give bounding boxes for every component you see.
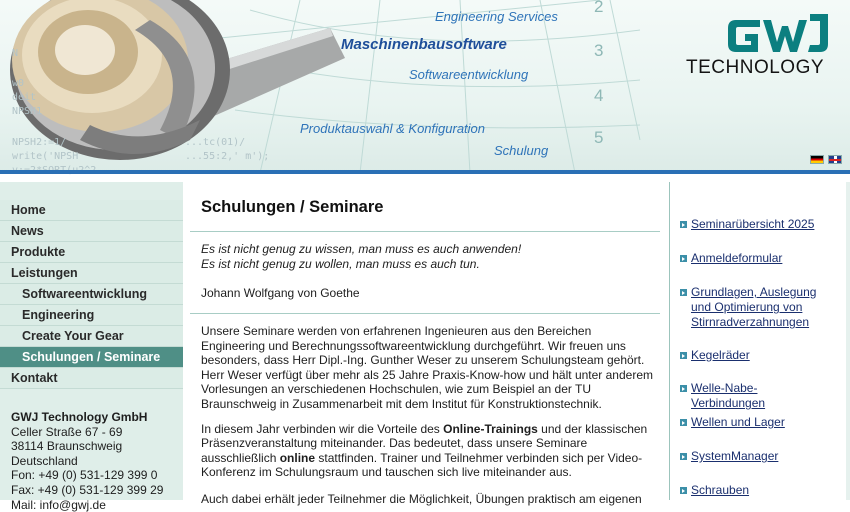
quote-author: Johann Wolfgang von Goethe: [201, 286, 360, 300]
page-title: Schulungen / Seminare: [201, 198, 384, 216]
arrow-right-icon: [680, 352, 687, 359]
seminar-link-registration[interactable]: Anmeldeformular: [680, 251, 830, 266]
code-line: ...tc(01)/: [185, 137, 246, 148]
nav-item-produkte[interactable]: Produkte: [0, 242, 183, 263]
arrow-right-icon: [680, 221, 687, 228]
company-name: GWJ Technology GmbH: [11, 410, 148, 424]
gwj-logo-mark-text: GWJ: [726, 14, 729, 15]
divider: [190, 313, 660, 314]
arrow-right-icon: [680, 385, 687, 392]
seminar-link-wellen-lager[interactable]: Wellen und Lager: [680, 415, 830, 430]
nav-item-create-your-gear[interactable]: Create Your Gear: [0, 326, 183, 347]
grid-number: 3: [594, 41, 604, 60]
grid-number: 5: [594, 128, 604, 147]
right-divider: [669, 182, 670, 500]
code-line: deit: [12, 92, 37, 103]
nav-item-leistungen[interactable]: Leistungen: [0, 263, 183, 284]
code-line: w0: [12, 78, 25, 89]
arrow-right-icon: [680, 453, 687, 460]
company-city: 38114 Braunschweig: [11, 439, 123, 454]
nav-item-engineering[interactable]: Engineering: [0, 305, 183, 326]
code-line: N: [12, 48, 19, 59]
arrow-right-icon: [680, 255, 687, 262]
code-line: ...55:2,' m');: [185, 151, 270, 162]
nav-item-kontakt[interactable]: Kontakt: [0, 368, 183, 389]
divider: [190, 231, 660, 232]
main-content: [190, 182, 660, 507]
scroll-edge: [846, 182, 850, 500]
header-link-engineering-services[interactable]: Engineering Services: [435, 9, 558, 24]
quote-line: Es ist nicht genug zu wissen, man muss es auch anwenden!: [201, 242, 522, 256]
code-line: write('NPSH: [12, 151, 79, 162]
online-paragraph: In diesem Jahr verbinden wir die Vorteile des Online-Trainings und der klassischen Präsenzveranstaltung miteinander. Das bedeutet, dass unsere Seminare ausschließlich online stattfinden. Trainer und Teilnehmer verbinden sich per Video-Konferenz im Schulungsraum und tauschen sich live miteinander aus.: [201, 421, 648, 480]
company-fax: Fax: +49 (0) 531-129 399 29: [11, 482, 164, 497]
gear-illustration: [0, 0, 850, 173]
arrow-right-icon: [680, 487, 687, 494]
seminar-link-kegelraeder[interactable]: Kegelräder: [680, 348, 830, 363]
sidebar: [0, 182, 183, 512]
code-line: NPSH2:=1/: [12, 137, 67, 148]
company-address: [0, 389, 183, 512]
grid-number: 2: [594, 0, 604, 16]
nav-item-softwareentwicklung[interactable]: Softwareentwicklung: [0, 284, 183, 305]
flag-de-icon[interactable]: [810, 155, 824, 164]
company-mail[interactable]: Mail: info@gwj.de: [11, 497, 106, 512]
arrow-right-icon: [680, 419, 687, 426]
company-street: Celler Straße 67 - 69: [11, 424, 123, 439]
header-link-schulung[interactable]: Schulung: [494, 143, 549, 158]
company-phone: Fon: +49 (0) 531-129 399 0: [11, 468, 158, 483]
header-divider: [0, 170, 850, 174]
grid-number: 4: [594, 86, 604, 105]
header-banner: [0, 0, 850, 173]
header-link-softwareentwicklung[interactable]: Softwareentwicklung: [409, 67, 529, 82]
logo-text: TECHNOLOGY: [686, 57, 825, 78]
exercise-paragraph: Auch dabei erhält jeder Teilnehmer die Möglichkeit, Übungen praktisch am eigenen: [201, 491, 642, 506]
seminar-link-schrauben[interactable]: Schrauben: [680, 483, 830, 498]
nav-item-home[interactable]: Home: [0, 200, 183, 221]
code-line: NPSH1: [12, 106, 43, 117]
gwj-logo-mark: [726, 14, 830, 56]
company-country: Deutschland: [11, 453, 78, 468]
header-link-produktauswahl[interactable]: Produktauswahl & Konfiguration: [300, 121, 486, 136]
header-link-maschinenbausoftware[interactable]: Maschinenbausoftware: [341, 36, 507, 53]
nav-item-schulungen-seminare[interactable]: Schulungen / Seminare: [0, 347, 183, 368]
seminar-link-systemmanager[interactable]: SystemManager: [680, 449, 830, 464]
intro-paragraph: Unsere Seminare werden von erfahrenen Ingenieuren aus den Bereichen Engineering und Berechnungssoftwareentwicklung durchgeführt. Wir freuen uns besonders, dass Herr Dipl.-Ing. Gunther Weser zu unserem Schulungsteam gehört. Herr Weser verfügt über mehr als 25 Jahre Praxis-Know-how und hält unter anderem Vorlesungen an verschiedenen Hochschulen, wie zum Beispiel an der TU Braunschweig in Zusammenarbeit mit dem Institut für Konstruktionstechnik.: [201, 324, 653, 411]
quote-line: Es ist nicht genug zu wollen, man muss es auch tun.: [201, 256, 480, 271]
arrow-right-icon: [680, 289, 687, 296]
seminar-link-welle-nabe[interactable]: Welle-Nabe-Verbindungen: [680, 381, 830, 411]
seminar-link-overview[interactable]: Seminarübersicht 2025: [680, 217, 830, 232]
seminar-link-stirnrad[interactable]: Grundlagen, Auslegung und Optimierung von Stirnradverzahnungen: [680, 285, 830, 330]
flag-uk-icon[interactable]: [828, 155, 842, 164]
nav-item-news[interactable]: News: [0, 221, 183, 242]
